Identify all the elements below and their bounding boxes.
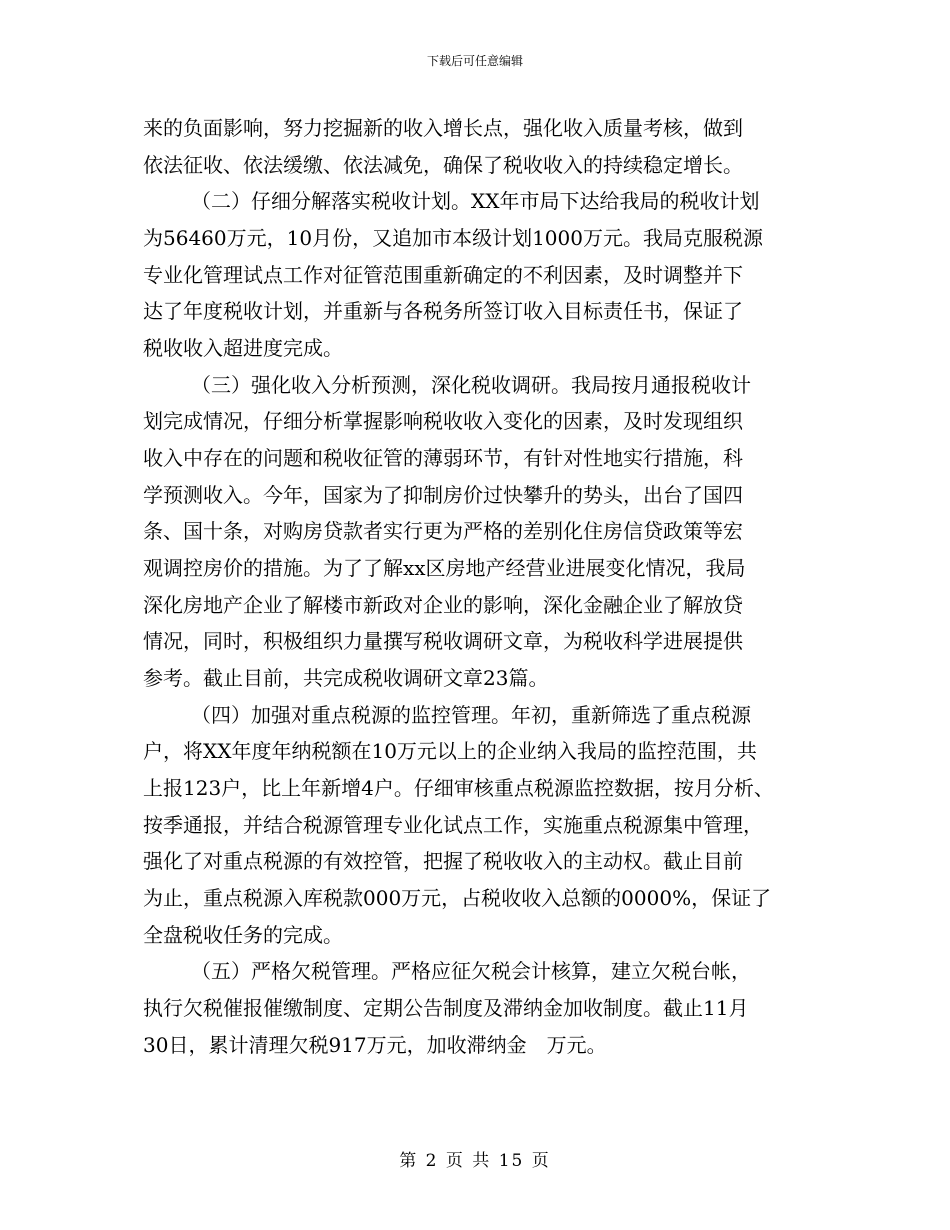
text-line: 达了年度税收计划，并重新与各税务所签订收入目标责任书，保证了 [143,299,743,323]
text-line: 深化房地产企业了解楼市新政对企业的影响，深化金融企业了解放贷 [143,593,743,617]
text-line: 户，将XX年度年纳税额在10万元以上的企业纳入我局的监控范围，共 [143,739,757,763]
text-line: 条、国十条，对购房贷款者实行更为严格的差别化住房信贷政策等宏 [143,519,743,543]
paragraph-start: （四）加强对重点税源的监控管理。年初，重新筛选了重点税源 [191,703,751,727]
paragraph-start: （五）严格欠税管理。严格应征欠税会计核算，建立欠税台帐， [191,959,751,983]
text-line: 收入中存在的问题和税收征管的薄弱环节，有针对性地实行措施，科 [143,446,743,470]
paragraph-start: （三）强化收入分析预测，深化税收调研。我局按月通报税收计 [191,373,751,397]
text-line: 情况，同时，积极组织力量撰写税收调研文章，为税收科学进展提供 [143,629,743,653]
text-line: 专业化管理试点工作对征管范围重新确定的不利因素，及时调整并下 [143,263,743,287]
text-line: 30日，累计清理欠税917万元，加收滞纳金 万元。 [143,1033,607,1057]
text-line: 依法征收、依法缓缴、依法减免，确保了税收收入的持续稳定增长。 [143,153,743,177]
text-line: 全盘税收任务的完成。 [143,923,343,947]
text-line: 强化了对重点税源的有效控管，把握了税收收入的主动权。截止目前 [143,849,743,873]
text-line: 参考。截止目前，共完成税收调研文章23篇。 [143,666,549,690]
text-line: 税收收入超进度完成。 [143,336,343,360]
page-header: 下载后可任意编辑 [426,54,523,68]
text-line: 学预测收入。今年，国家为了抑制房价过快攀升的势头，出台了国四 [143,483,743,507]
text-line: 按季通报，并结合税源管理专业化试点工作，实施重点税源集中管理， [143,813,763,837]
text-line: 观调控房价的措施。为了了解xx区房地产经营业进展变化情况，我局 [143,556,746,580]
paragraph-start: （二）仔细分解落实税收计划。XX年市局下达给我局的税收计划 [191,189,760,213]
page-number-footer: 第 2 页 共 15 页 [399,1151,551,1171]
text-line: 划完成情况，仔细分析掌握影响税收收入变化的因素，及时发现组织 [143,409,743,433]
text-line: 上报123户，比上年新增4户。仔细审核重点税源监控数据，按月分析、 [143,776,774,800]
text-line: 来的负面影响，努力挖掘新的收入增长点，强化收入质量考核，做到 [143,116,743,140]
text-line: 为止，重点税源入库税款000万元，占税收收入总额的0000%，保证了 [143,886,772,910]
text-line: 执行欠税催报催缴制度、定期公告制度及滞纳金加收制度。截止11月 [143,996,749,1020]
text-line: 为56460万元，10月份，又追加市本级计划1000万元。我局克服税源 [143,226,763,250]
